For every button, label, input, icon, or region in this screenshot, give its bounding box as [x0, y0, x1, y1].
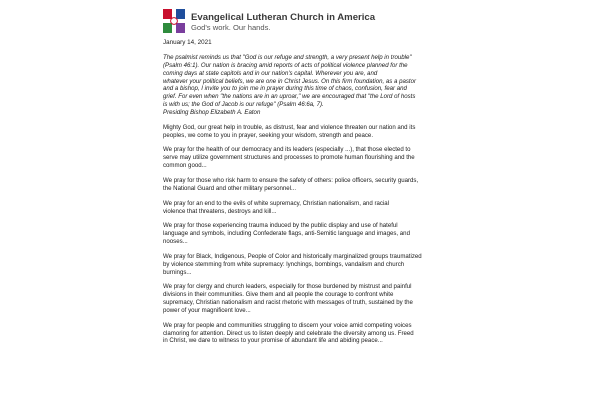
prayer-paragraph: We pray for an end to the evils of white supremacy, Christian nationalism, and racial violence that threatens, destroys and kill...: [163, 199, 390, 215]
prayer-paragraph: We pray for those who risk harm to ensure the safety of others: police officers, security guards, the National Guard and other military personnel...: [163, 176, 419, 192]
prayer-paragraph: Mighty God, our great help in trouble, as distrust, fear and violence threaten our nation and its peoples, we come to you in prayer, seeking your wisdom, strength and peace.: [163, 123, 416, 139]
prayer-paragraph: We pray for the health of our democracy and its leaders (especially ...), that those elected to serve may utilize government structures and processes to promote human flourishing and the common good...: [163, 146, 415, 170]
letter-body: [163, 39, 448, 352]
organization-name: Evangelical Lutheran Church in America: [191, 12, 376, 23]
prayer-paragraph: We pray for clergy and church leaders, especially for those burdened by mistrust and painful divisions in their communities. Give them and all people the courage to confront white supremacy, Christian nationalism and racist rhetoric with messages of truth, sustained by the power of your magnificent love...: [163, 283, 413, 314]
elca-cross-logo-icon: [163, 9, 185, 33]
prayer-paragraph: We pray for Black, Indigenous, People of Color and historically marginalized groups traumatized by violence stemming from white supremacy: lynchings, bombings, vandalism and church burnings...: [163, 252, 422, 276]
letter-date: January 14, 2021: [163, 39, 212, 46]
prayer-paragraph: We pray for those experiencing trauma induced by the public display and use of hateful language and symbols, including Confederate flags, anti-Semitic language and images, and nooses...: [163, 222, 410, 246]
bishop-quote: The psalmist reminds us that "God is our refuge and strength, a very present help in trouble" (Psalm 46:1). Our nation is bracing amid reports of acts of political violence planned for the coming days at state capitols and in our nation's capital. Wherever you are, and whatever your political beliefs, we are one in Christ Jesus. On this firm foundation, as a pastor and a bishop, I invite you to join me in prayer during this time of chaos, confusion, fear and grief. For even when "the nations are in an uproar," we are encouraged that "the Lord of hosts is with us; the God of Jacob is our refuge" (Psalm 46:6a, 7). Presiding Bishop Elizabeth A. Eaton: [163, 54, 417, 116]
prayer-paragraph: We pray for people and communities struggling to discern your voice amid competing voices clamoring for attention. Direct us to listen deeply and celebrate the diversity among us. Freed in Christ, we dare to witness to your promise of abundant life and abiding peace...: [163, 321, 414, 345]
tagline: God's work. Our hands.: [191, 23, 271, 32]
